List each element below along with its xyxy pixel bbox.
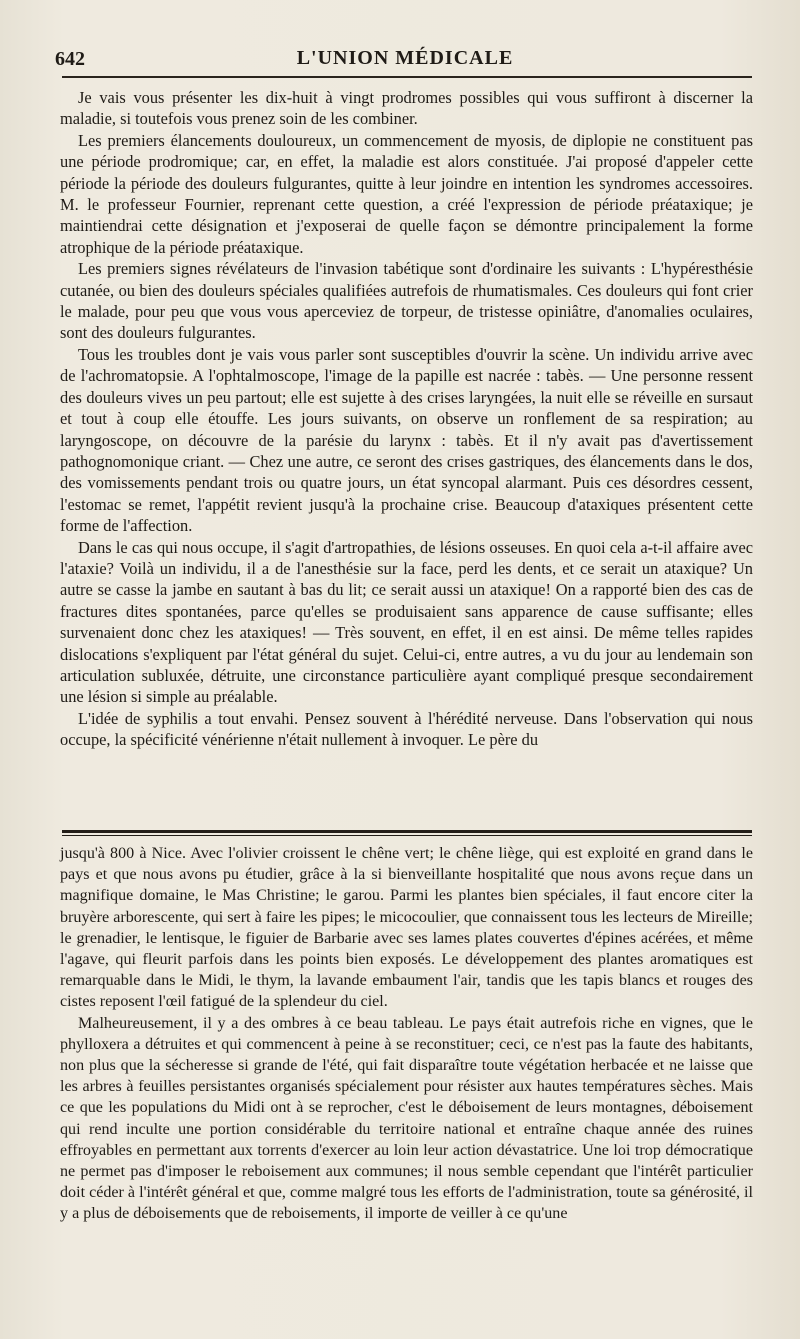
divider-thick-rule: [62, 830, 752, 833]
running-header: [55, 44, 755, 74]
paragraph: Les premiers signes révélateurs de l'invasion tabétique sont d'ordinaire les suivants : L'hypéresthésie cutanée, ou bien des douleurs spéciales qualifiées autrefois de rhumatismales. Ces douleurs qui font crier le malade, pour peu que vous vous aperceviez de torpeur, de tristesse opiniâtre, d'anomalies oculaires, sont des douleurs fulgurantes.: [60, 259, 753, 343]
journal-title: L'UNION MÉDICALE: [296, 47, 514, 69]
paragraph: Je vais vous présenter les dix-huit à vingt prodromes possibles qui vous suffiront à discerner la maladie, si toutefois vous prenez soin de les combiner.: [60, 88, 753, 129]
paragraph: Les premiers élancements douloureux, un commencement de myosis, de diplopie ne constituent pas une période prodromique; car, en effet, la maladie est alors constituée. J'ai proposé d'appeler cette période la période des douleurs fulgurantes, quitte à leur joindre en intention les syndromes accessoires. M. le professeur Fournier, reprenant cette question, a créé l'expression de période préataxique; je maintiendrai cette désignation et j'exposerai de quelle façon se démontre principalement la forme atrophique de la période préataxique.: [60, 130, 753, 257]
section-divider: [62, 830, 752, 836]
paragraph: Dans le cas qui nous occupe, il s'agit d'artropathies, de lésions osseuses. En quoi cela a-t-il affaire avec l'ataxie? Voilà un individu, il a de l'anesthésie sur la face, perd les dents, et ce serait un ataxique? Un autre se casse la jambe en sautant à bas du lit; ce serait aussi un ataxique! On a rapporté bien des cas de fractures dites spontanées, parce qu'elles se produisaient sans apparence de cause suffisante; elles survenaient donc chez les ataxiques! — Très souvent, en effet, il en est ainsi. De même telles rapides dislocations s'expliquent par l'état général du sujet. Celui-ci, entre autres, a vu du jour au lendemain son articulation subluxée, détruite, une circonstance particulière ayant compliqué presque secondairement une lésion si simple au préalable.: [60, 537, 753, 707]
paragraph: Malheureusement, il y a des ombres à ce beau tableau. Le pays était autrefois riche en vignes, que le phylloxera a détruites et qui commencent à peine à se reconstituer; ceci, ce n'est pas la faute des habitants, non plus que la sécheresse si grande de l'été, qui fait disparaître toute végétation herbacée et ne laisse que les arbres à feuilles persistantes organisés spécialement pour résister aux hautes températures sèches. Mais ce que les populations du Midi ont à se reprocher, c'est le déboisement de leurs montagnes, déboisement qui rend inculte une portion considérable du territoire national et entraîne chaque année des ruines effroyables en permettant aux torrents d'exercer au loin leur action dévastatrice. Une loi trop démocratique ne permet pas d'imposer le reboisement aux communes; il nous semble cependant que l'intérêt particulier doit céder à l'intérêt général et que, comme malgré tous les efforts de l'administration, toute sa générosité, il y a plus de déboisements que de reboisements, il importe de veiller à ce qu'une: [60, 1014, 753, 1223]
divider-thin-rule: [62, 835, 752, 836]
paragraph: L'idée de syphilis a tout envahi. Pensez souvent à l'hérédité nerveuse. Dans l'observation qui nous occupe, la spécificité vénérienne n'était nullement à invoquer. Le père du: [60, 708, 753, 750]
upper-article: [60, 87, 753, 751]
paragraph: Tous les troubles dont je vais vous parler sont susceptibles d'ouvrir la scène. Un individu arrive avec de l'achromatopsie. A l'ophtalmoscope, l'image de la papille est nacrée : tabès. — Une personne ressent des douleurs vives un peu partout; elle est sujette à des crises laryngées, la nuit elle se réveille en sursaut et tout à coup elle étouffe. Les jours suivants, on observe un ronflement de sa respiration; au laryngoscope, on découvre de la parésie du larynx : tabès. Et il n'y avait pas d'avertissement pathognomonique criant. — Chez une autre, ce seront des crises gastriques, des élancements dans le dos, des vomissements pendant trois ou quatre jours, un état syncopal alarmant. Puis ces désordres cessent, l'estomac se remet, l'appétit revient jusqu'à la prochaine crise. Beaucoup d'ataxiques présentent cette forme de l'affection.: [60, 344, 753, 536]
page-number: 642: [55, 48, 85, 70]
header-rule: [62, 76, 752, 78]
lower-article: [60, 843, 753, 1225]
paragraph: jusqu'à 800 à Nice. Avec l'olivier croissent le chêne vert; le chêne liège, qui est exploité en grand dans le pays et que nous avons pu étudier, grâce à la si bienveillante hospitalité que nous avons reçue dans un magnifique domaine, le Mas Christine; le garou. Parmi les plantes bien spéciales, il faut encore citer la bruyère arborescente, qui sert à faire les pipes; le micocoulier, que connaissent tous les lecteurs de Mireille; le grenadier, le lentisque, le figuier de Barbarie avec ses lames plates couvertes d'épines acérées, et même l'agave, qui fleurit parfois dans les points bien exposés. Le développement des plantes aromatiques est remarquable dans le Midi, le thym, la lavande embaument l'air, tandis que les tapis blancs et rouges des cistes reposent l'œil fatigué de la splendeur du ciel.: [60, 845, 753, 1011]
